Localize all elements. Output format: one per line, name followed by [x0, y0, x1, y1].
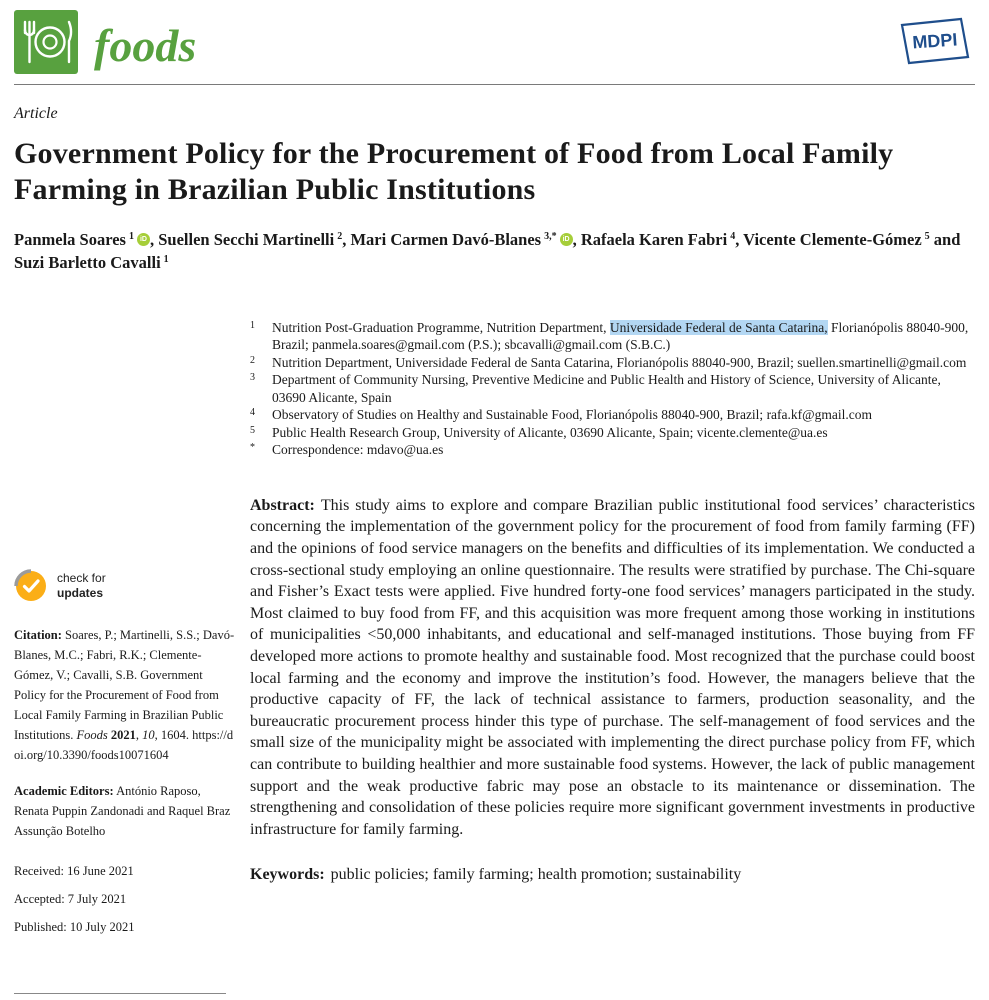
- author-affiliation-marker: 4: [730, 230, 736, 242]
- academic-editors-label: Academic Editors:: [14, 783, 114, 798]
- keywords-label: Keywords:: [250, 866, 325, 884]
- mdpi-logo-text: MDPI: [911, 29, 959, 53]
- header: [14, 0, 975, 74]
- selected-text: Universidade Federal de Santa Catarina,: [609, 319, 828, 335]
- date-value: 16 June 2021: [67, 863, 134, 878]
- affiliation-text-part: Nutrition Post-Graduation Programme, Nutrition Department,: [272, 319, 610, 335]
- affiliation-marker: *: [250, 442, 255, 454]
- affiliation-text: [272, 354, 966, 372]
- sidebar-divider: [14, 993, 226, 994]
- check-for-updates-label: [57, 571, 106, 601]
- author-affiliation-marker: 1: [163, 253, 169, 265]
- affiliation-marker: 1: [250, 319, 255, 331]
- citation-journal: Foods: [76, 727, 108, 742]
- author-affiliation-marker: 3,*: [544, 230, 557, 242]
- badge-line-2: updates: [57, 585, 104, 600]
- affiliation-text-part: Department of Community Nursing, Preventive Medicine and Public Health and History of Science, University of Alicante, 03690 Alicante, Spain: [272, 372, 941, 405]
- author-name: Suzi Barletto Cavalli: [14, 253, 161, 273]
- author-separator: ,: [735, 230, 744, 249]
- affiliation-item: [250, 354, 975, 372]
- date-value: 10 July 2021: [69, 919, 135, 934]
- author-separator: ,: [572, 230, 581, 249]
- keywords-text: public policies; family farming; health promotion; sustainability: [330, 866, 742, 884]
- affiliation-text-part: Observatory of Studies on Healthy and Sustainable Food, Florianópolis 88040-900, Brazil; rafa.kf@gmail.com: [272, 407, 872, 423]
- affiliation-text: [272, 371, 975, 406]
- journal-name: foods: [94, 20, 197, 72]
- date-value: 7 July 2021: [67, 891, 127, 906]
- authors-line: [14, 228, 975, 275]
- doi-link[interactable]: https://doi.org/10.3390/foods10071604: [14, 727, 234, 762]
- citation-label: Citation:: [14, 627, 62, 642]
- affiliation-text: [272, 406, 872, 424]
- content: [14, 319, 975, 945]
- academic-editors: [14, 781, 236, 841]
- affiliation-marker: 4: [250, 407, 255, 419]
- affiliation-item: [250, 441, 975, 459]
- citation: [14, 625, 236, 765]
- orcid-icon[interactable]: iD: [137, 233, 150, 246]
- citation-text: Soares, P.; Martinelli, S.S.; Davó-Blanes, M.C.; Fabri, R.K.; Clemente-Gómez, V.; Cavalli, S.B. Government Policy for the Procurement of Food from Local Family Farming in Brazilian Public Institutions.: [14, 627, 235, 742]
- citation-separator: ,: [135, 727, 143, 742]
- citation-volume: 10: [142, 727, 155, 742]
- affiliation-marker: 3: [250, 372, 255, 384]
- orcid-icon[interactable]: iD: [560, 233, 573, 246]
- affiliation-text: [272, 441, 443, 459]
- main-column: [250, 319, 975, 945]
- author-separator: ,: [149, 230, 159, 249]
- affiliation-item: [250, 319, 975, 354]
- date-row: [14, 917, 236, 937]
- author-separator: ,: [342, 230, 351, 249]
- affiliation-marker: 2: [250, 354, 255, 366]
- sidebar-dates: [14, 861, 236, 937]
- abstract-text: This study aims to explore and compare Brazilian public institutional food services’ characteristics concerning the implementation of the government policy for the procurement of food from family farming (FF) and the opinions of food service managers on the benefits and difficulties of its implementation. We conducted a cross-sectional study employing an online questionnaire. The results were stratified by purchase. The Chi-square and Fisher’s Exact tests were applied. Five hundred forty-one food services’ managers participated in the study. Most claimed to buy food from FF, and this acquisition was more frequent among those working in institutions of municipalities <50,000 inhabitants, and educational and self-managed institutions. Those buying from FF developed more actions to promote healthy and sustainable food. Most recognized that the purchase could boost local farming and the economy and improve the institution’s food. However, the managers believe that the productive capacity of FF, the lack of technical assistance to farmers, production seasonality, and the bureaucratic procurement process hinder this type of purchase. The self-management of food services and the small size of the municipality might be associated with implementing the direct purchase policy from FF, which can contribute to building healthier and more sustainable food systems. However, the lack of public management support and the weak productive fabric may pose an obstacle to its maintenance or dissemination. The strengthening and consolidation of these policies require more significant government investments in productive infrastructure for family farming.: [250, 496, 975, 838]
- affiliation-text-part: Nutrition Department, Universidade Federal de Santa Catarina, Florianópolis 88040-900, Brazil; suellen.smartinelli@gmail.com: [272, 354, 967, 370]
- header-divider: [14, 84, 975, 85]
- badge-line-1: check for: [57, 570, 106, 585]
- article-type-label: Article: [14, 105, 58, 122]
- affiliation-marker: 5: [250, 424, 255, 436]
- date-row: [14, 861, 236, 881]
- academic-editors-names: António Raposo, Renata Puppin Zandonadi and Raquel Braz Assunção Botelho: [14, 783, 231, 838]
- foods-logo-icon: [14, 10, 78, 74]
- affiliation-text-part: Florianópolis 88040-900, Brazil; panmela.soares@gmail.com (P.S.); sbcavalli@gmail.com (S.B.C.): [272, 319, 969, 353]
- mdpi-logo[interactable]: [895, 16, 975, 71]
- affiliation-text-part: Public Health Research Group, University of Alicante, 03690 Alicante, Spain; vicente.clemente@ua.es: [272, 424, 828, 440]
- affiliation-item: [250, 406, 975, 424]
- affiliation-text: [272, 319, 975, 354]
- check-for-updates-badge[interactable]: [14, 569, 236, 603]
- author-affiliation-marker: 1: [128, 230, 134, 242]
- author-affiliation-marker: 2: [337, 230, 343, 242]
- sidebar: [14, 319, 250, 945]
- abstract: [250, 495, 975, 841]
- date-row: [14, 889, 236, 909]
- author-affiliation-marker: 5: [924, 230, 930, 242]
- date-label: Published:: [14, 919, 70, 934]
- citation-year: 2021: [107, 727, 136, 742]
- author-name: Panmela Soares: [14, 230, 126, 249]
- crossmark-icon: [14, 569, 48, 603]
- affiliation-item: [250, 371, 975, 406]
- date-label: Received:: [14, 863, 68, 878]
- mdpi-logo-frame: [895, 16, 975, 66]
- author-name: Rafaela Karen Fabri: [580, 230, 728, 249]
- journal-brand[interactable]: [14, 10, 196, 74]
- author-separator: and: [929, 230, 961, 249]
- citation-pages: , 1604.: [154, 727, 190, 742]
- affiliation-text-part: Correspondence: mdavo@ua.es: [272, 442, 444, 458]
- author-name: Vicente Clemente-Gómez: [743, 230, 922, 249]
- date-label: Accepted:: [14, 891, 68, 906]
- affiliations-list: [250, 319, 975, 459]
- affiliation-item: [250, 424, 975, 442]
- article-title: Government Policy for the Procurement of Food from Local Family Farming in Brazilian Public Institutions: [14, 137, 894, 206]
- author-name: Suellen Secchi Martinelli: [158, 230, 335, 249]
- abstract-label: Abstract:: [250, 496, 315, 514]
- keywords: [250, 864, 975, 886]
- author-name: Mari Carmen Davó-Blanes: [350, 230, 542, 249]
- affiliation-text: [272, 424, 828, 442]
